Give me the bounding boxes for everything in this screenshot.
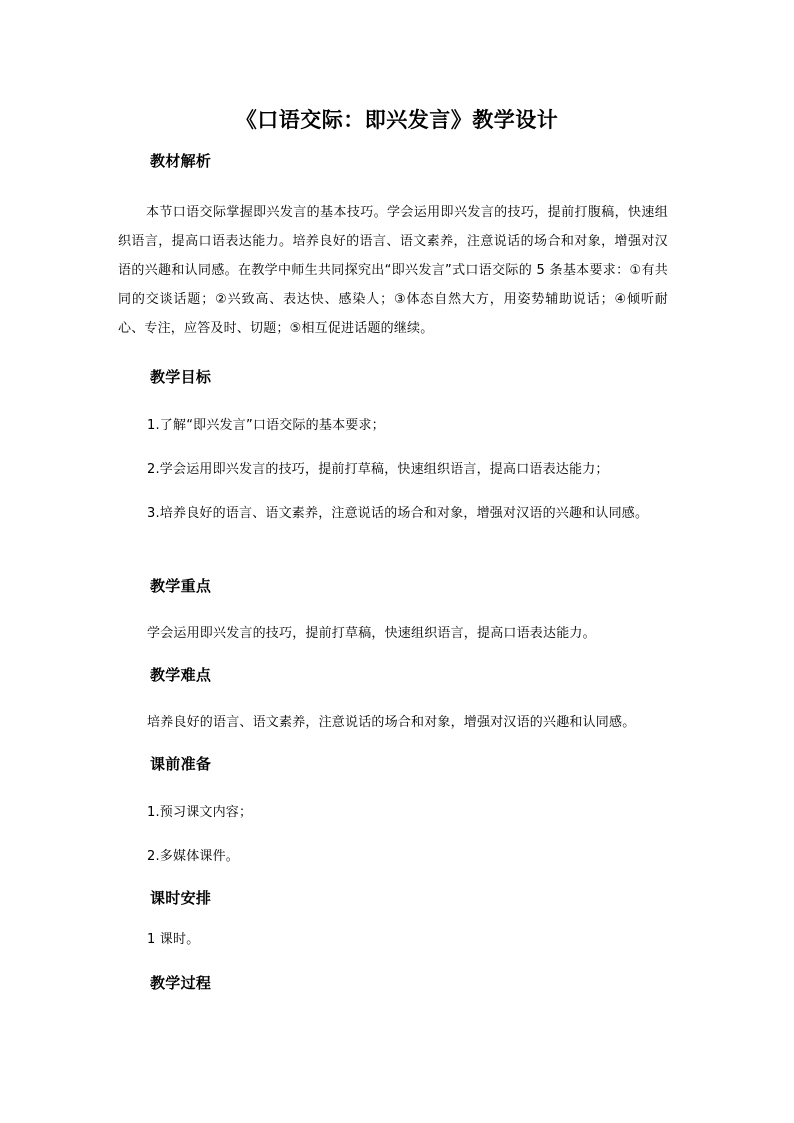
document-title: 《口语交际：即兴发言》教学设计: [235, 108, 559, 132]
heading-analysis: 教材解析: [150, 152, 212, 170]
goal-item-2: 2.学会运用即兴发言的技巧，提前打草稿，快速组织语言，提高口语表达能力；: [147, 462, 609, 477]
heading-schedule: 课时安排: [150, 889, 212, 907]
heading-goals: 教学目标: [150, 368, 212, 386]
goal-item-3: 3.培养良好的语言、语文素养，注意说话的场合和对象，增强对汉语的兴趣和认同感。: [147, 506, 649, 521]
preparation-item-1: 1.预习课文内容；: [147, 805, 253, 820]
preparation-item-2: 2.多媒体课件。: [147, 849, 240, 864]
heading-preparation: 课前准备: [150, 755, 212, 773]
schedule-text: 1 课时。: [147, 932, 200, 947]
heading-process: 教学过程: [150, 974, 212, 992]
heading-difficulties: 教学难点: [150, 666, 212, 684]
key-points-text: 学会运用即兴发言的技巧，提前打草稿，快速组织语言，提高口语表达能力。: [147, 626, 596, 641]
difficulties-text: 培养良好的语言、语文素养，注意说话的场合和对象，增强对汉语的兴趣和认同感。: [147, 715, 636, 730]
goal-item-1: 1.了解“即兴发言”口语交际的基本要求；: [147, 418, 385, 433]
analysis-paragraph: 本节口语交际掌握即兴发言的基本技巧。学会运用即兴发言的技巧，提前打腹稿，快速组织语言，提高口语表达能力。培养良好的语言、语文素养，注意说话的场合和对象，增强对汉语的兴趣和认同感。在教学中师生共同探究出“即兴发言”式口语交际的 5 条基本要求：①有共同的交谈话题；②兴致高、表达快、感染人；③体态自然大方，用姿势辅助说话；④倾听耐心、专注，应答及时、切题；⑤相互促进话题的继续。: [118, 205, 668, 336]
heading-key-points: 教学重点: [150, 577, 212, 595]
